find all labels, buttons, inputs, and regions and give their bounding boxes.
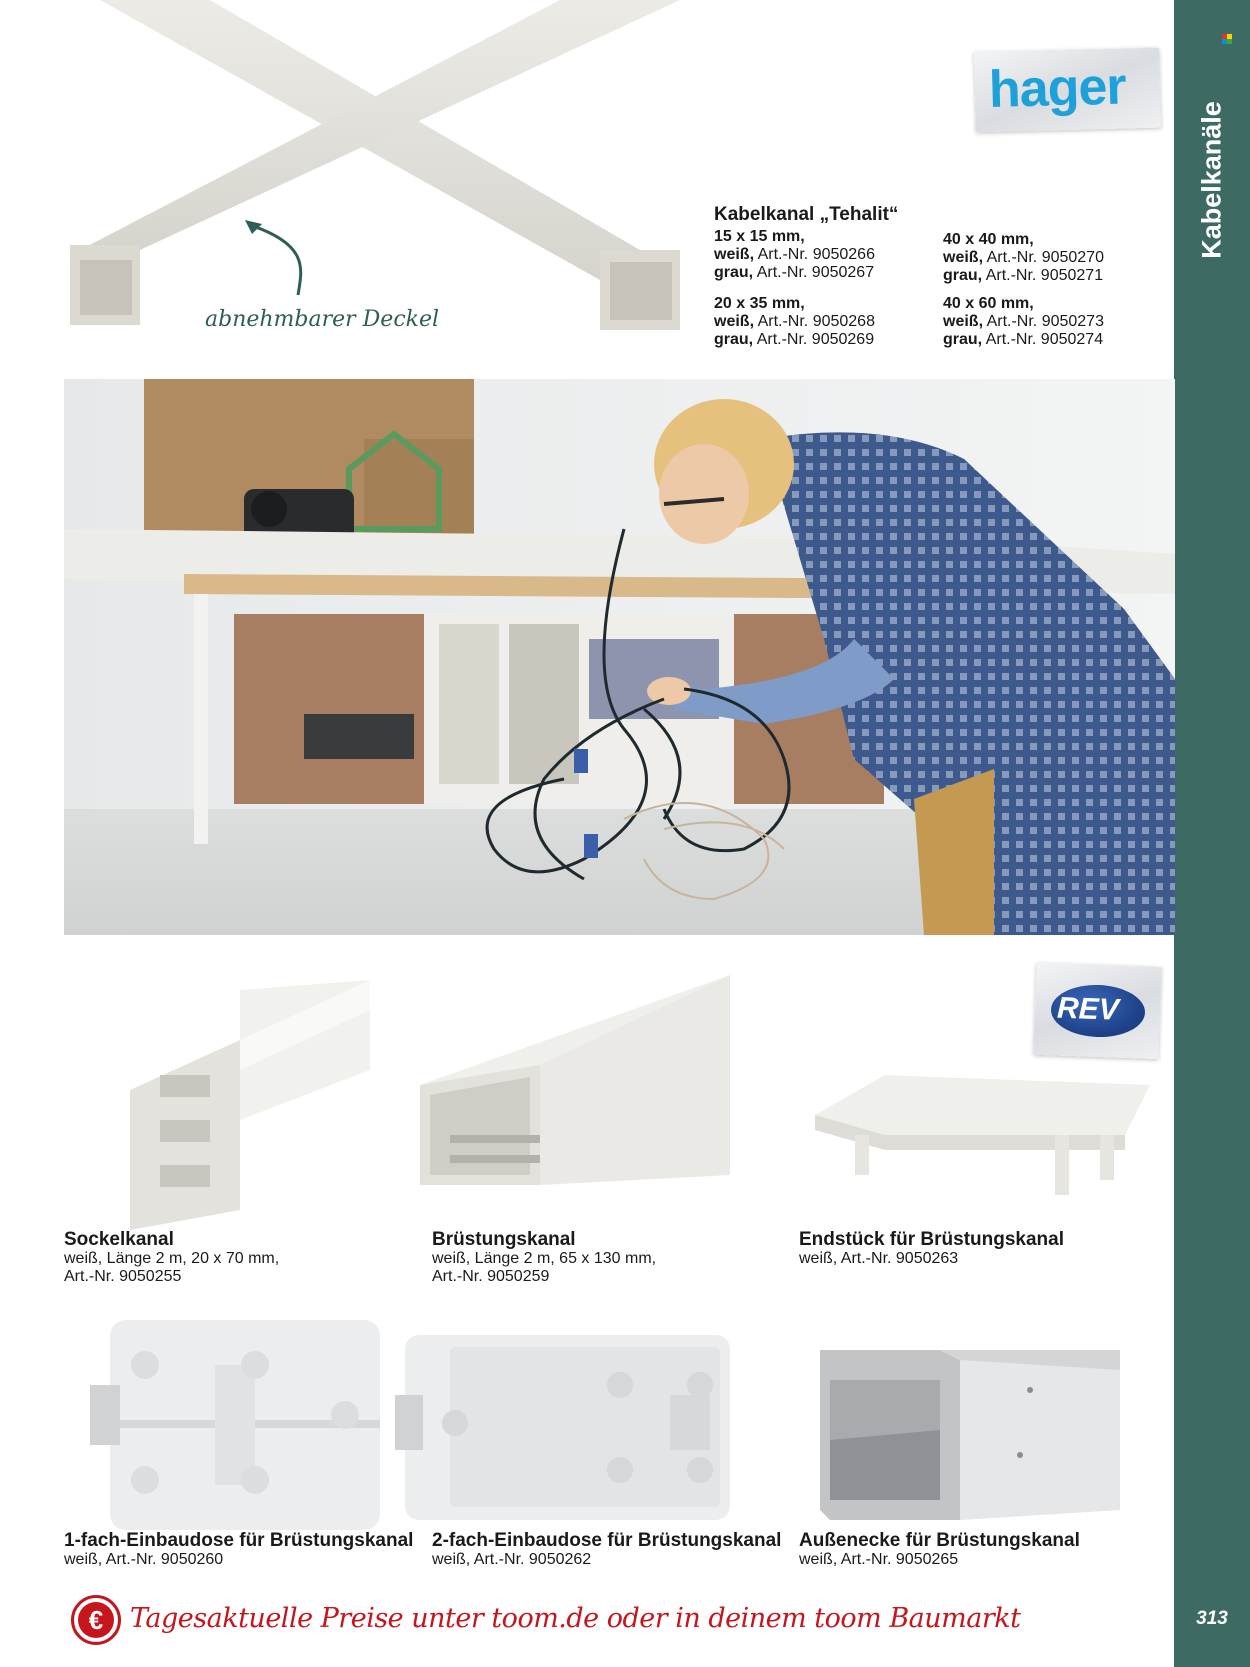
hero-product-title: Kabelkanal „Tehalit“	[714, 204, 899, 225]
variant-15x15	[714, 228, 875, 282]
variant-grey-label: grau,	[943, 331, 983, 348]
bruestungskanal-image	[420, 975, 740, 1190]
variant-white-art: Art.-Nr. 9050266	[757, 246, 875, 263]
hager-logo	[974, 48, 1161, 133]
section-label	[1174, 0, 1250, 300]
variant-white-label: weiß,	[714, 313, 755, 330]
product-detail: weiß, Länge 2 m, 20 x 70 mm,	[64, 1250, 280, 1267]
variant-size: 40 x 40 mm,	[943, 231, 1034, 248]
variant-size: 20 x 35 mm,	[714, 295, 805, 312]
product-title: 1-fach-Einbaudose für Brüstungskanal	[64, 1530, 414, 1551]
euro-icon-symbol: €	[78, 1602, 114, 1638]
product-detail: weiß, Art.-Nr. 9050260	[64, 1551, 224, 1568]
endstueck-image	[805, 1075, 1150, 1195]
variant-grey-label: grau,	[714, 264, 754, 281]
product-detail: weiß, Art.-Nr. 9050265	[799, 1551, 959, 1568]
lifestyle-photo	[64, 379, 1175, 935]
variant-grey-art: Art.-Nr. 9050271	[985, 267, 1104, 284]
product-title: Außenecke für Brüstungskanal	[799, 1530, 1080, 1551]
euro-icon	[71, 1595, 121, 1645]
variant-20x35	[714, 295, 875, 349]
variant-white-label: weiß,	[943, 313, 984, 330]
product-title: 2-fach-Einbaudose für Brüstungskanal	[432, 1530, 782, 1551]
variant-white-art: Art.-Nr. 9050273	[986, 313, 1104, 330]
product-detail: weiß, Art.-Nr. 9050262	[432, 1551, 592, 1568]
einbaudose-1fach-image	[90, 1320, 400, 1530]
variant-size: 40 x 60 mm,	[943, 295, 1034, 312]
page-number: 313	[1196, 1608, 1228, 1629]
hager-logo-text: hager	[988, 57, 1127, 120]
product-title: Sockelkanal	[64, 1229, 174, 1250]
product-einbaudose-2fach	[432, 1531, 781, 1569]
variant-white-art: Art.-Nr. 9050268	[757, 313, 875, 330]
rev-logo-text: REV	[1056, 991, 1120, 1027]
variant-grey-label: grau,	[943, 267, 983, 284]
variant-40x40	[943, 231, 1104, 285]
product-art-nr: Art.-Nr. 9050259	[432, 1268, 550, 1285]
annotation-label: abnehmbarer Deckel	[205, 307, 440, 332]
variant-grey-art: Art.-Nr. 9050267	[756, 264, 875, 281]
product-bruestungskanal	[432, 1230, 656, 1286]
variant-40x60	[943, 295, 1104, 349]
product-einbaudose-1fach	[64, 1531, 413, 1569]
product-title: Brüstungskanal	[432, 1229, 576, 1250]
variant-size: 15 x 15 mm,	[714, 228, 805, 245]
variant-white-label: weiß,	[943, 249, 984, 266]
cable-duct-illustration	[40, 0, 680, 360]
variant-white-label: weiß,	[714, 246, 755, 263]
variant-white-art: Art.-Nr. 9050270	[986, 249, 1104, 266]
variant-grey-label: grau,	[714, 331, 754, 348]
variant-grey-art: Art.-Nr. 9050274	[985, 331, 1104, 348]
section-label-text: Kabelkanäle	[1196, 101, 1227, 259]
product-detail: weiß, Art.-Nr. 9050263	[799, 1250, 959, 1267]
product-endstueck	[799, 1230, 1064, 1268]
aussenecke-image	[820, 1350, 1120, 1520]
rev-logo	[1033, 963, 1161, 1059]
variant-grey-art: Art.-Nr. 9050269	[756, 331, 875, 348]
product-detail: weiß, Länge 2 m, 65 x 130 mm,	[432, 1250, 657, 1267]
product-sockelkanal	[64, 1230, 279, 1286]
einbaudose-2fach-image	[395, 1335, 740, 1520]
hero-product-info	[714, 205, 898, 225]
product-aussenecke	[799, 1531, 1080, 1569]
annotation-arrow	[250, 225, 301, 295]
side-tab	[1174, 0, 1250, 1667]
product-art-nr: Art.-Nr. 9050255	[64, 1268, 182, 1285]
sockelkanal-image	[120, 980, 380, 1230]
product-title: Endstück für Brüstungskanal	[799, 1229, 1064, 1250]
footer-price-note: Tagesaktuelle Preise unter toom.de oder in deinem toom Baumarkt	[130, 1603, 1021, 1634]
